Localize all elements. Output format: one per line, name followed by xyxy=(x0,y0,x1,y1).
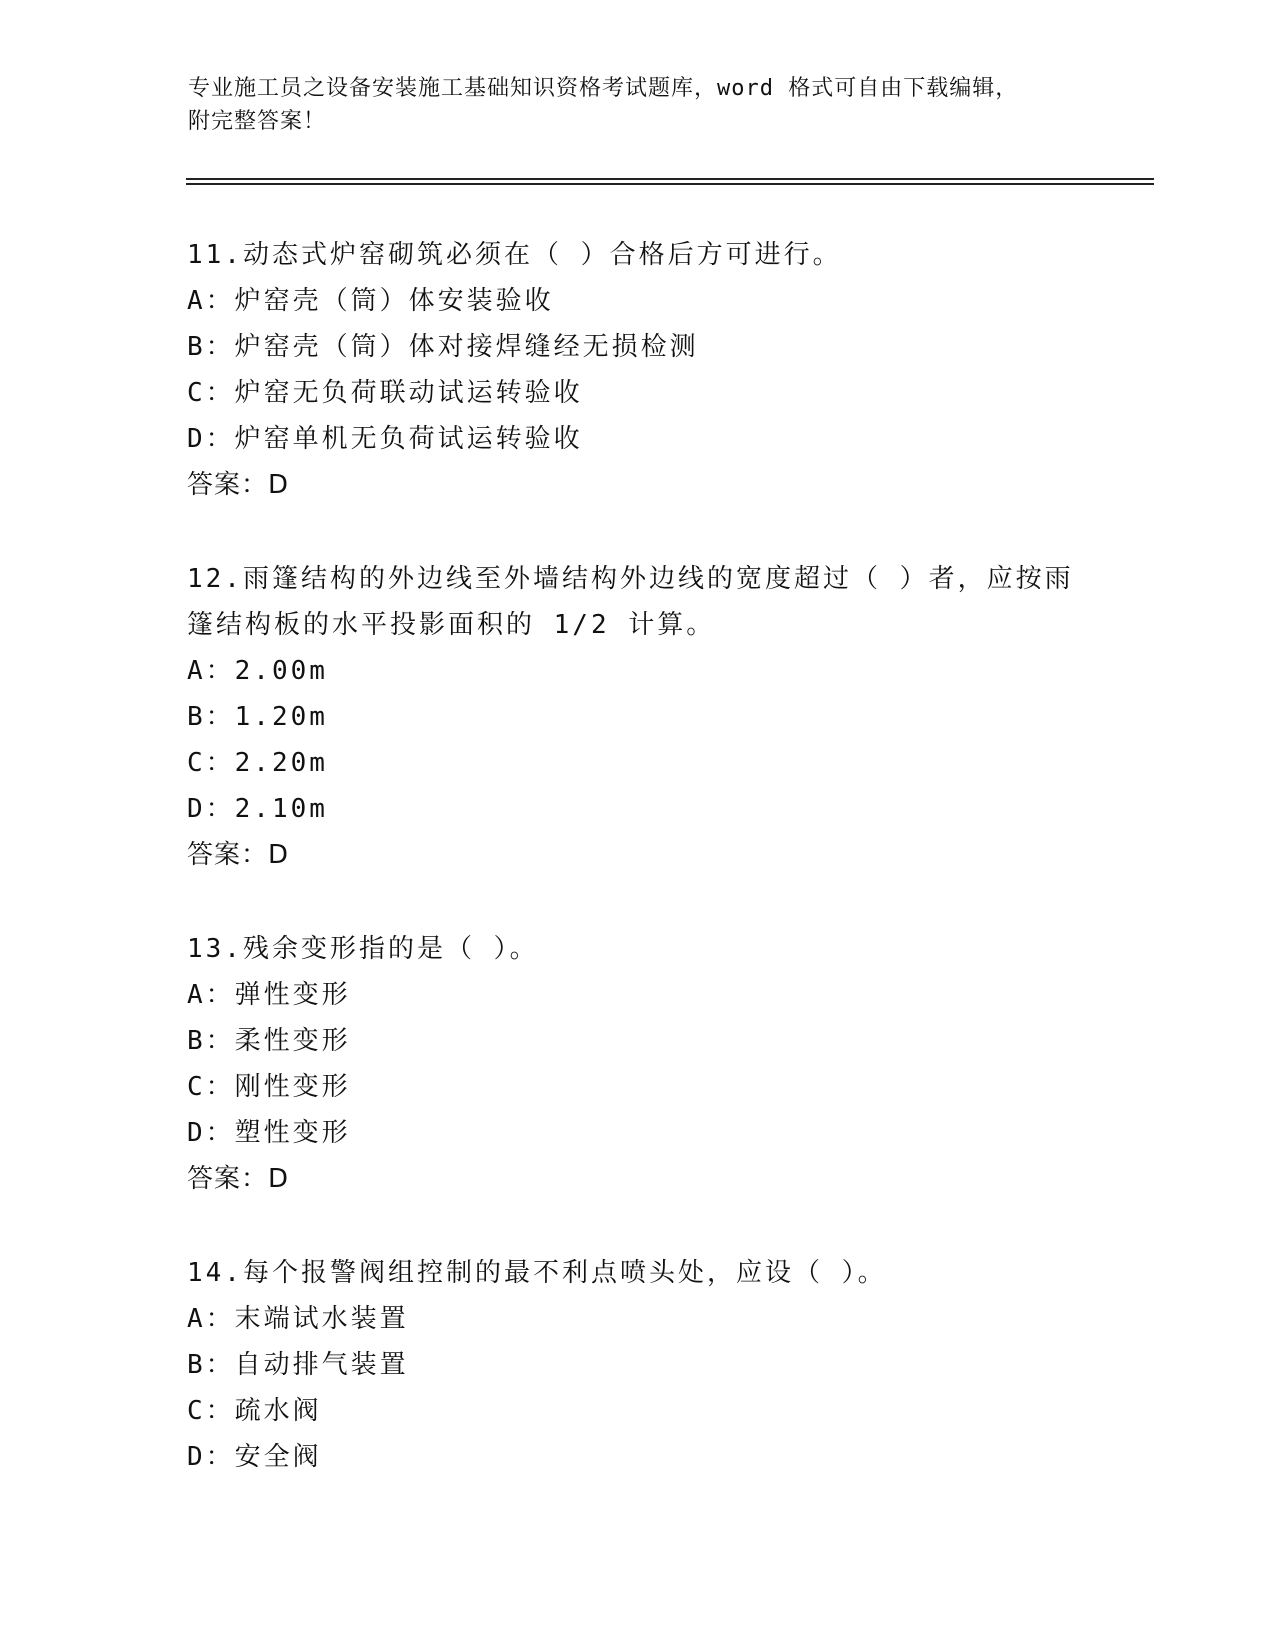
header-intro-line-1: 专业施工员之设备安装施工基础知识资格考试题库，word 格式可自由下载编辑， xyxy=(188,76,1019,101)
option-d: D：安全阀 xyxy=(187,1442,322,1472)
header-divider-top xyxy=(186,178,1154,180)
option-c: C：疏水阀 xyxy=(187,1396,322,1426)
option-b: B：自动排气装置 xyxy=(187,1350,409,1380)
question-list xyxy=(187,232,1087,1480)
header-divider-bottom xyxy=(186,183,1154,185)
question-stem: 11.动态式炉窑砌筑必须在（ ）合格后方可进行。 xyxy=(187,240,842,270)
option-c: C：2.20m xyxy=(187,748,328,778)
option-c: C：刚性变形 xyxy=(187,1072,351,1102)
option-a: A：弹性变形 xyxy=(187,980,351,1010)
header-intro-line-2: 附完整答案！ xyxy=(188,109,327,134)
option-a: A：2.00m xyxy=(187,656,328,686)
question-11 xyxy=(187,232,1087,508)
question-stem-line-1: 12.雨篷结构的外边线至外墙结构外边线的宽度超过（ ）者，应按雨 xyxy=(187,564,1074,594)
question-stem: 13.残余变形指的是（ ）。 xyxy=(187,934,539,964)
question-14 xyxy=(187,1250,1087,1480)
option-d: D：2.10m xyxy=(187,794,328,824)
option-b: B：1.20m xyxy=(187,702,328,732)
question-stem: 14.每个报警阀组控制的最不利点喷头处，应设（ ）。 xyxy=(187,1258,887,1288)
option-a: A：炉窑壳（筒）体安装验收 xyxy=(187,286,554,316)
question-13 xyxy=(187,926,1087,1202)
option-b: B：柔性变形 xyxy=(187,1026,351,1056)
option-d: D：塑性变形 xyxy=(187,1118,351,1148)
question-12 xyxy=(187,556,1087,878)
question-stem-line-2: 篷结构板的水平投影面积的 1/2 计算。 xyxy=(187,610,716,640)
option-a: A：末端试水装置 xyxy=(187,1304,409,1334)
answer-line: 答案：D xyxy=(187,1164,290,1194)
document-header xyxy=(188,72,1088,138)
answer-line: 答案：D xyxy=(187,470,290,500)
option-b: B：炉窑壳（筒）体对接焊缝经无损检测 xyxy=(187,332,699,362)
option-c: C：炉窑无负荷联动试运转验收 xyxy=(187,378,583,408)
option-d: D：炉窑单机无负荷试运转验收 xyxy=(187,424,583,454)
answer-line: 答案：D xyxy=(187,840,290,870)
